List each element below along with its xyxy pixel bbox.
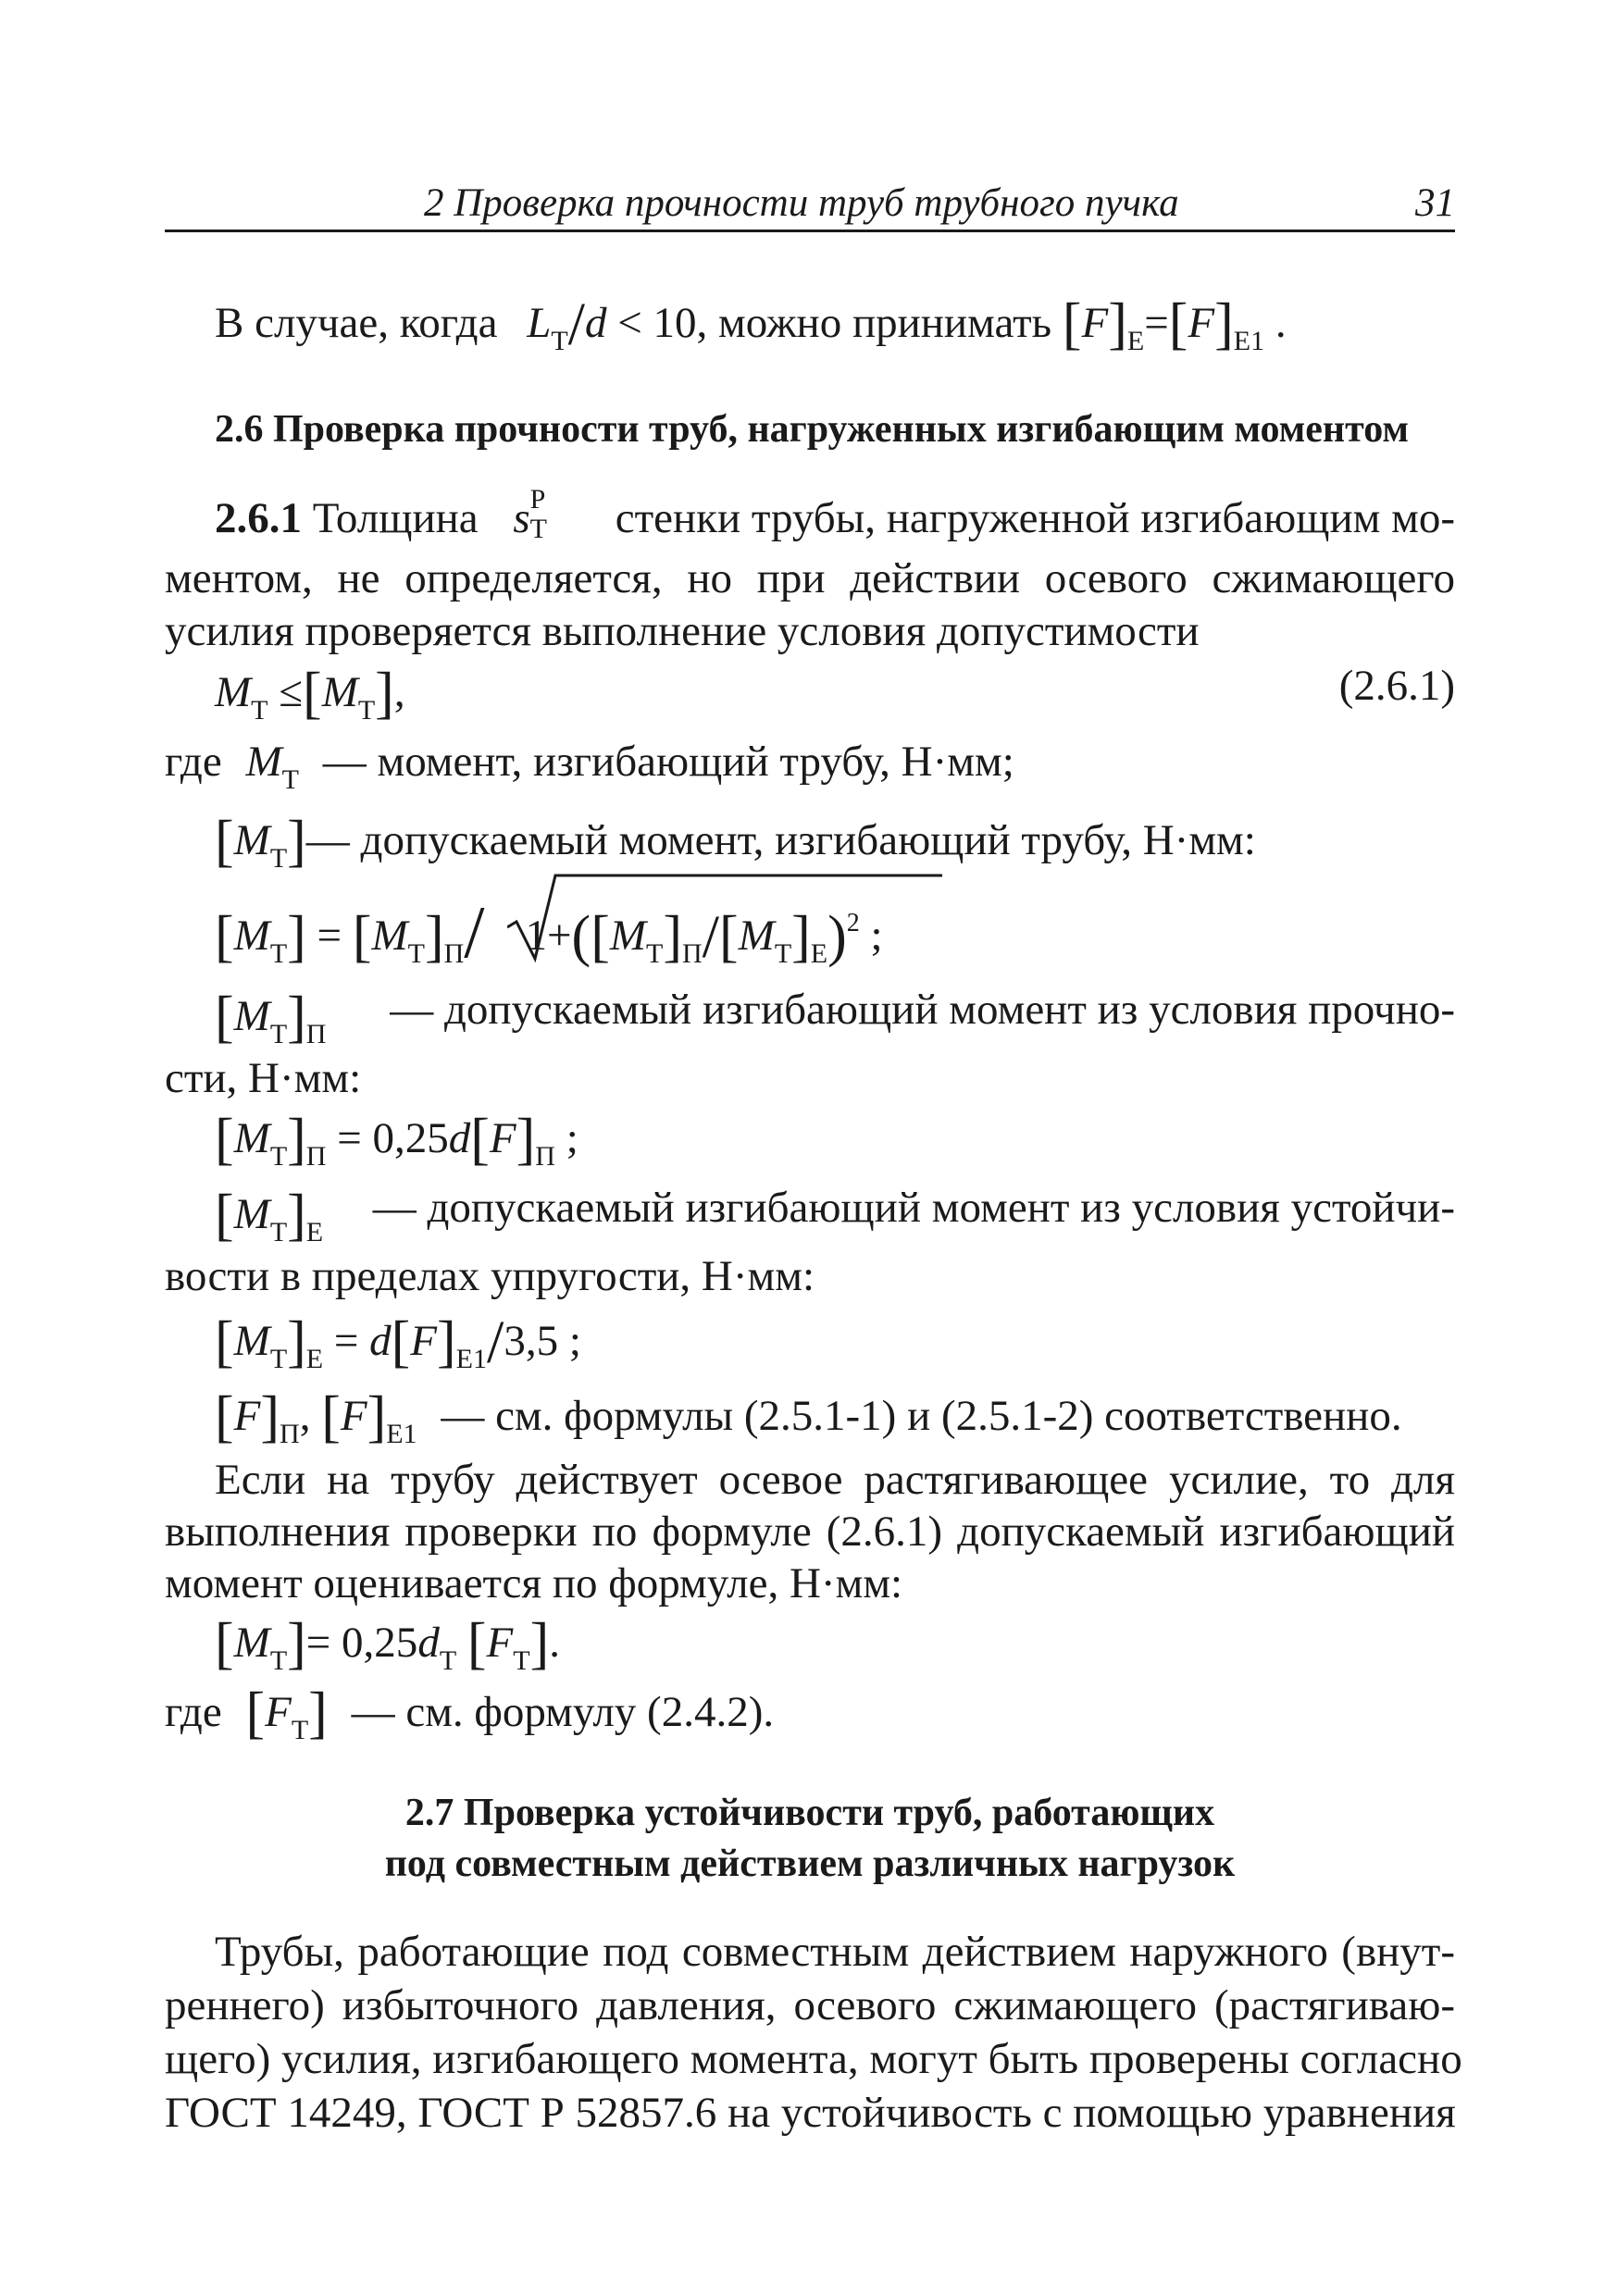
formula-bracket: [ [1062,292,1082,355]
formula-symbol: F [486,1619,514,1667]
formula-symbol: L [527,299,552,347]
paragraph-line: усилия проверяется выполнение условия допустимости [165,607,1200,655]
formula-subscript: Е [305,1217,324,1247]
formula-text: = 0,25 [305,1619,418,1667]
formula-symbol: M [321,668,358,716]
formula-bracket: [ [591,905,610,968]
formula-bracket: ] [308,1682,328,1744]
formula-text: 1+ [525,912,572,960]
formula-bracket: [ [215,1184,234,1247]
definition-text: — допускаемый изгибающий момент из условия прочно- [390,986,1455,1034]
formula-symbol: F [410,1317,438,1365]
formula-symbol: F [1188,299,1215,347]
formula-symbol: F [340,1392,367,1440]
formula-superscript: 2 [846,909,860,937]
section-heading-2-7-line2: под совместным действием различных нагрузок [384,1843,1236,1885]
formula-text: < 10 [617,299,697,347]
fraction-slash: / [702,903,719,971]
intro-line: В случае, когда $L_Т/d < 10$, можно принимать $[F]_Е=[F]_{Е1}$ . [215,291,1287,358]
formula-stability-moment: $[M_Т]_Е = d[F]_{Е1}/3,5$ ; [215,1309,581,1376]
formula-bracket: [ [215,1310,234,1373]
formula-bracket: ] [375,662,394,725]
formula-symbol: s [513,494,530,542]
definition-text: — см. формулы (2.5.1-1) и (2.5.1-2) соответственно. [441,1392,1402,1440]
where-label: где [165,1688,222,1736]
formula-symbol: M [233,1190,270,1238]
formula-symbol: M [233,1317,270,1365]
formula-symbol: F [233,1392,261,1440]
formula-bracket: [ [303,662,322,725]
paragraph-line: выполнения проверки по формуле (2.6.1) допускаемый изгибающий [165,1508,1455,1556]
header-rule [165,230,1455,232]
formula-subscript: Е1 [386,1419,417,1449]
formula-subscript: Т [407,938,425,969]
formula-bracket: [ [215,1385,234,1448]
definition-text: — см. формулу (2.4.2). [351,1688,775,1736]
paragraph-text: стенки трубы, нагруженной изгибающим мо- [615,494,1455,542]
formula-subscript: Т [251,695,268,726]
definition-line [215,810,1256,874]
formula-subscript: Т [357,695,376,726]
formula-subscript: Т [513,1645,530,1676]
where-label: где [165,738,222,786]
formula-symbol: M [609,912,646,960]
intro-text-prefix: В случае, когда [215,299,498,347]
formula-subscript: Т [269,1141,288,1172]
formula-bracket: [ [215,1612,234,1675]
page-number: 31 [1415,181,1455,225]
paragraph-line: ГОСТ 14249, ГОСТ Р 52857.6 на устойчивость с помощью уравнения [165,2089,1456,2137]
formula-symbol: F [265,1688,292,1736]
formula-subscript: Т [269,938,288,969]
formula-bracket: ) [827,905,847,968]
formula-symbol: M [233,1114,270,1162]
formula-bracket: ( [571,905,591,968]
formula-symbol: M [233,816,270,864]
formula-symbol: M [371,912,408,960]
formula-bracket: [ [215,905,234,968]
formula-bracket: ] [663,905,682,968]
intro-text-middle: , можно принимать [696,299,1052,347]
paragraph-line: реннего) избыточного давления, осевого сжимающего (растягиваю- [165,1981,1455,2029]
definition-line [165,1684,774,1744]
formula-bracket: [ [1168,292,1188,355]
section-heading-2-6: 2.6 Проверка прочности труб, нагруженных изгибающим моментом [215,408,1410,451]
formula-subscript: Е1 [1233,326,1265,356]
formula-bracket: ] [260,1385,280,1448]
formula-bracket: ] [287,1310,306,1373]
fraction-slash: / [487,1309,504,1376]
formula-subscript: П [443,938,465,969]
formula-bracket: [ [215,810,234,873]
formula-text: 3,5 [504,1317,559,1365]
formula-bracket: ] [287,1184,306,1247]
formula-subscript: П [305,1141,327,1172]
paragraph-line: ментом, не определяется, но при действии осевого сжимающего [165,554,1455,602]
formula-subscript: Т [269,1019,288,1049]
formula-bracket: ] [287,986,306,1049]
fraction-slash: / [464,892,485,974]
formula-2-6-1: $M_Т \le[M_Т]$, [215,662,405,726]
formula-bracket: ] [424,905,444,968]
formula-subscript: Т [774,938,792,969]
formula-tension-moment: $[M_Т]= 0,25d_Т$ $[F_Т]$. [215,1612,560,1676]
formula-bracket: ] [516,1108,536,1171]
formula-symbol: M [215,668,252,716]
definition-text: — допускаемый изгибающий момент из условия устойчи- [372,1184,1455,1232]
formula-symbol: M [245,738,282,786]
definition-text: — момент, изгибающий трубу, Н·мм; [322,738,1014,786]
formula-indices [529,484,554,544]
formula-symbol: F [1081,299,1109,347]
formula-symbol: M [233,1619,270,1667]
formula-bracket: [ [245,1682,266,1744]
formula-bracket: ] [287,810,306,873]
formula-subscript: Т [269,1344,288,1374]
definition-text: — допускаемый момент, изгибающий трубу, Н·мм: [305,816,1256,864]
formula-bracket: [ [321,1385,341,1448]
formula-bracket: ] [367,1385,387,1448]
sqrt-sign [507,870,942,962]
formula-bracket: ] [791,905,811,968]
running-header-title: 2 Проверка прочности труб трубного пучка [424,181,1179,225]
formula-bracket: [ [719,905,739,968]
formula-subscript: Т [551,326,568,356]
formula-symbol: M [233,912,270,960]
definition-line [165,740,1014,794]
formula-symbol: M [233,992,270,1040]
formula-bracket: [ [215,1108,234,1171]
formula-subscript: Е [810,938,828,969]
formula-bracket: [ [470,1108,490,1171]
formula-bracket: ] [437,1310,456,1373]
definition-line: сти, Н·мм: [165,1054,362,1102]
formula-symbol: d [585,299,607,347]
definition-line: вости в пределах упругости, Н·мм: [165,1252,815,1300]
definition-line: $[F]_П$, $[F]_{Е1}$ — см. формулы (2.5.1-1) и (2.5.1-2) соответственно. [215,1385,1402,1449]
paragraph-line: Если на трубу действует осевое растягивающее усилие, то для [215,1456,1455,1504]
section-heading-2-7-line1: 2.7 Проверка устойчивости труб, работающих [404,1792,1215,1834]
formula-bracket: ] [1214,292,1234,355]
formula-bracket: ] [529,1612,550,1675]
formula-text: = 0,25 [337,1114,449,1162]
formula-bracket: [ [466,1612,487,1675]
formula-text: = [1144,299,1169,347]
formula-subscript: Е [305,1344,324,1374]
formula-subscript: П [305,1019,327,1049]
formula-symbol: d [448,1114,471,1162]
formula-bracket: [ [215,986,234,1049]
paragraph-line: щего) усилия, изгибающего момента, могут быть проверены согласно [165,2035,1462,2083]
formula-subscript: Т [269,1217,288,1247]
definition-line [215,988,1455,1049]
formula-symbol: M [738,912,775,960]
formula-symbol: d [369,1317,392,1365]
equation-number: (2.6.1) [1338,662,1455,710]
formula-subscript: Е1 [455,1344,487,1374]
running-header [165,180,1455,236]
fraction-slash: / [567,291,585,358]
paragraph-line: Трубы, работающие под совместным действием наружного (внут- [215,1928,1455,1976]
paragraph-number: 2.6.1 [215,494,302,542]
formula-subscript: П [535,1141,555,1172]
formula-subscript: Т [646,938,664,969]
formula-subscript: Т [291,1715,309,1745]
formula-strength-moment: $[M_Т]_П = 0,25d[F]_П$ ; [215,1108,578,1172]
formula-bracket: ] [287,1108,306,1171]
formula-subscript: П [681,938,703,969]
formula-subscript: Т [439,1645,457,1676]
formula-subscript: Т [269,1645,288,1676]
formula-bracket: ] [287,1612,306,1675]
formula-bracket: ] [287,905,306,968]
formula-symbol: d [417,1619,440,1667]
formula-subscript: Е [1126,326,1145,356]
definition-line [215,1186,1455,1247]
paragraph-line [215,484,1455,544]
formula-allowable-moment: $[M_Т] = [M_Т]_П/$ $1+([M_Т]_П/[M_Т]_Е)^2$ ; [215,892,883,974]
formula-bracket: [ [391,1310,411,1373]
formula-symbol: F [489,1114,516,1162]
paragraph-text: Толщина [312,494,479,542]
paragraph-line: момент оценивается по формуле, Н·мм: [165,1559,903,1607]
formula-subscript: П [280,1419,300,1449]
formula-subscript: Т [281,764,299,795]
formula-bracket: ] [1108,292,1127,355]
formula-subscript: Т [269,843,288,874]
formula-subscript: Т [529,514,547,544]
formula-bracket: [ [352,905,372,968]
formula-superscript: Р [529,484,546,515]
